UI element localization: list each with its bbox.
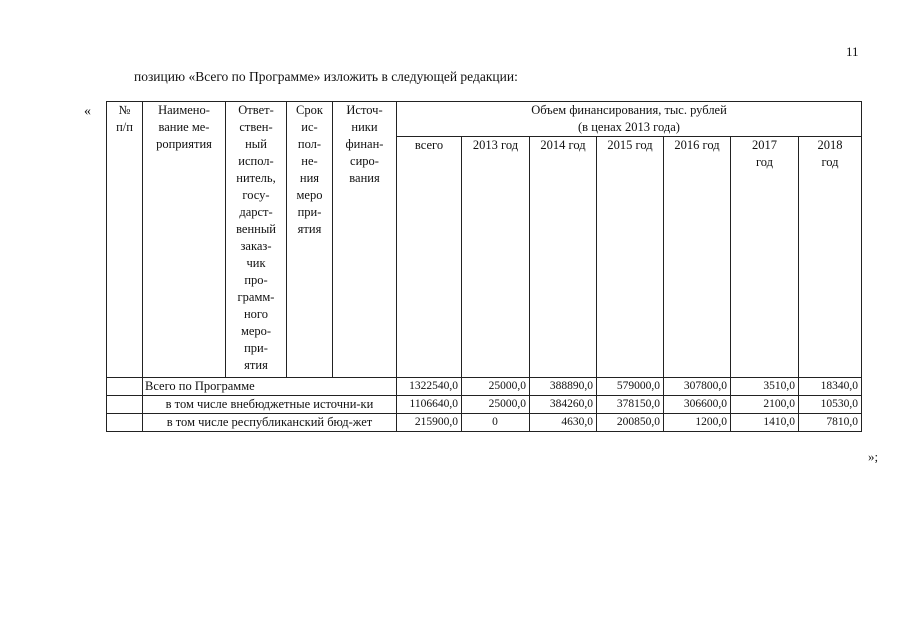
page-number: 11	[846, 44, 859, 59]
value-2013: 0	[462, 414, 530, 432]
header-responsible: Ответ- ствен- ный испол- нитель, госу- дарст- венный заказ- чик про- грамм- ного меро- при- ятия	[226, 102, 287, 378]
value-2017: 1410,0	[731, 414, 799, 432]
header-2017: 2017 год	[731, 137, 799, 378]
opening-quote: «	[84, 104, 91, 119]
header-row-1	[107, 102, 862, 137]
table-row	[107, 378, 862, 396]
value-2018: 7810,0	[799, 414, 862, 432]
header-2016: 2016 год	[664, 137, 731, 378]
value-2014: 4630,0	[530, 414, 597, 432]
value-2018: 18340,0	[799, 378, 862, 396]
value-2016: 306600,0	[664, 396, 731, 414]
value-2015: 200850,0	[597, 414, 664, 432]
intro-text: позицию «Всего по Программе» изложить в следующей редакции:	[134, 69, 518, 84]
value-2017: 3510,0	[731, 378, 799, 396]
value-2017: 2100,0	[731, 396, 799, 414]
value-2018: 10530,0	[799, 396, 862, 414]
row-num-cell	[107, 378, 143, 396]
header-2013: 2013 год	[462, 137, 530, 378]
header-term: Срок ис- пол- не- ния меро при- ятия	[287, 102, 333, 378]
header-num: № п/п	[107, 102, 143, 378]
header-volume: Объем финансирования, тыс. рублей (в ценах 2013 года)	[397, 102, 862, 137]
closing-quote: »;	[868, 449, 879, 464]
value-2015: 378150,0	[597, 396, 664, 414]
table-row	[107, 396, 862, 414]
header-2018: 2018 год	[799, 137, 862, 378]
row-label: в том числе республиканский бюд-жет	[143, 414, 397, 432]
row-num-cell	[107, 396, 143, 414]
value-2015: 579000,0	[597, 378, 664, 396]
header-name: Наимено- вание ме- роприятия	[143, 102, 226, 378]
row-label: Всего по Программе	[143, 378, 397, 396]
header-2015: 2015 год	[597, 137, 664, 378]
row-num-cell	[107, 414, 143, 432]
header-source: Источ- ники финан- сиро- вания	[333, 102, 397, 378]
header-total: всего	[397, 137, 462, 378]
value-total: 1322540,0	[397, 378, 462, 396]
table-row	[107, 414, 862, 432]
header-2014: 2014 год	[530, 137, 597, 378]
value-total: 1106640,0	[397, 396, 462, 414]
value-2014: 384260,0	[530, 396, 597, 414]
value-2016: 1200,0	[664, 414, 731, 432]
row-label: в том числе внебюджетные источни-ки	[143, 396, 397, 414]
value-2013: 25000,0	[462, 378, 530, 396]
value-2014: 388890,0	[530, 378, 597, 396]
value-2016: 307800,0	[664, 378, 731, 396]
financing-table	[106, 101, 862, 432]
value-total: 215900,0	[397, 414, 462, 432]
value-2013: 25000,0	[462, 396, 530, 414]
